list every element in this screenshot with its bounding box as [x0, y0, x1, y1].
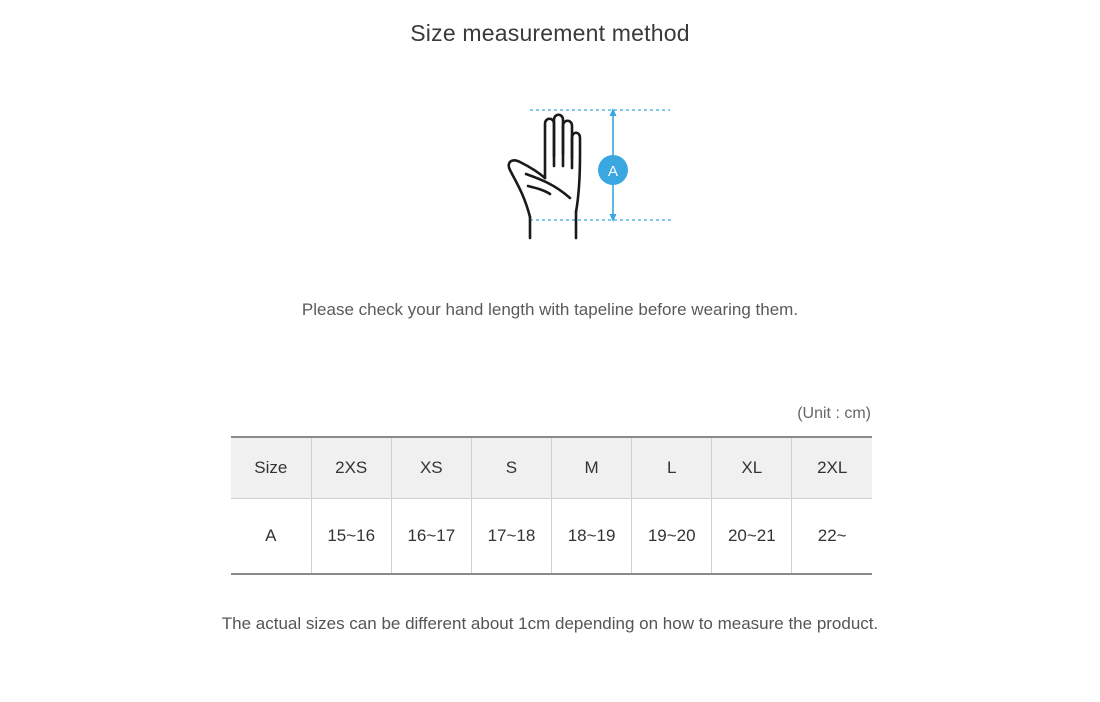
table-header-cell: S [471, 437, 551, 499]
disclaimer-note: The actual sizes can be different about 1cm depending on how to measure the product. [221, 614, 879, 633]
instruction-text: Please check your hand length with tapeline before wearing them. [301, 300, 799, 319]
marker-label: A [607, 163, 619, 180]
table-header-cell: 2XS [311, 437, 391, 499]
table-cell: 15~16 [311, 499, 391, 575]
table-cell: 18~19 [552, 499, 632, 575]
table-cell: 22~ [792, 499, 872, 575]
page-title: Size measurement method [410, 20, 690, 46]
table-header-cell: XL [712, 437, 792, 499]
table-cell: 16~17 [391, 499, 471, 575]
table-header-cell: 2XL [792, 437, 872, 499]
table-header-cell: L [632, 437, 712, 499]
unit-label: (Unit : cm) [797, 405, 871, 422]
table-cell: A [231, 499, 311, 575]
table-cell: 19~20 [632, 499, 712, 575]
hand-measurement-figure [480, 100, 680, 242]
table-header-cell: M [552, 437, 632, 499]
table-header-row [231, 437, 872, 499]
size-table [231, 436, 872, 575]
table-header-cell: Size [231, 437, 311, 499]
hand-icon [480, 100, 680, 242]
table-row [231, 499, 872, 575]
table-cell: 20~21 [712, 499, 792, 575]
table-header-cell: XS [391, 437, 471, 499]
table-cell: 17~18 [471, 499, 551, 575]
